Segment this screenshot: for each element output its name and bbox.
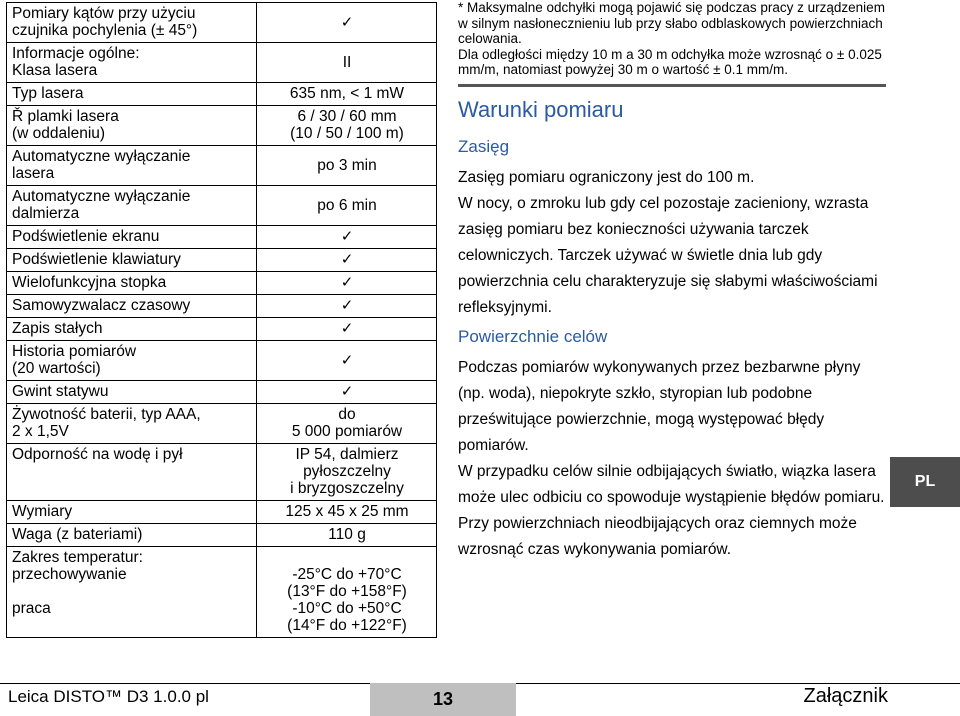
- spec-value: -25°C do +70°C (13°F do +158°F) -10°C do +50°C (14°F do +122°F): [257, 547, 437, 638]
- spec-label: Gwint statywu: [7, 381, 257, 404]
- checkmark-icon: ✓: [257, 318, 437, 341]
- spec-label: Zakres temperatur: przechowywanie praca: [7, 547, 257, 638]
- surfaces-paragraph-1: Podczas pomiarów wykonywanych przez bezbarwne płyny (np. woda), niepokryte szkło, styropian lub podobne prześwitujące powierzchnie, mogą występować błędy pomiarów.: [458, 358, 861, 454]
- spec-row: [7, 341, 437, 381]
- spec-label: Odporność na wodę i pył: [7, 444, 257, 501]
- spec-row: [7, 501, 437, 524]
- spec-value: do 5 000 pomiarów: [257, 404, 437, 444]
- spec-value: 125 x 45 x 25 mm: [257, 501, 437, 524]
- spec-row: [7, 524, 437, 547]
- spec-label: Ř plamki lasera (w oddaleniu): [7, 106, 257, 146]
- spec-label: Podświetlenie klawiatury: [7, 249, 257, 272]
- checkmark-icon: ✓: [257, 272, 437, 295]
- spec-label: Zapis stałych: [7, 318, 257, 341]
- range-paragraph-1: Zasięg pomiaru ograniczony jest do 100 m.: [458, 168, 755, 186]
- spec-row: [7, 249, 437, 272]
- checkmark-icon: ✓: [257, 226, 437, 249]
- specifications-body: [7, 3, 437, 638]
- surfaces-paragraph-3: Przy powierzchniach nieodbijających oraz ciemnych może wzrosnąć czas wykonywania pomiarów.: [458, 514, 857, 558]
- spec-row: [7, 106, 437, 146]
- spec-label: Historia pomiarów (20 wartości): [7, 341, 257, 381]
- footer-section-name: Załącznik: [803, 685, 888, 707]
- spec-label: Podświetlenie ekranu: [7, 226, 257, 249]
- spec-row: [7, 318, 437, 341]
- right-column: [458, 0, 888, 563]
- spec-label: Pomiary kątów przy użyciu czujnika pochylenia (± 45°): [7, 3, 257, 43]
- spec-row: [7, 381, 437, 404]
- language-tab: PL: [890, 457, 960, 507]
- spec-label: Automatyczne wyłączanie lasera: [7, 146, 257, 186]
- checkmark-icon: ✓: [257, 249, 437, 272]
- spec-row: [7, 43, 437, 83]
- spec-row: [7, 3, 437, 43]
- spec-row: [7, 547, 437, 638]
- checkmark-icon: ✓: [257, 3, 437, 43]
- spec-label: Automatyczne wyłączanie dalmierza: [7, 186, 257, 226]
- page-footer: [0, 676, 960, 716]
- range-paragraph-2: W nocy, o zmroku lub gdy cel pozostaje zacieniony, wzrasta zasięg pomiaru bez konieczności używania tarczek celowniczych. Tarczek używać w świetle dnia lub gdy powierzchnia celu charakteryzuje się słabymi właściwościami refleksyjnymi.: [458, 194, 878, 316]
- spec-row: [7, 444, 437, 501]
- spec-label: Żywotność baterii, typ AAA, 2 x 1,5V: [7, 404, 257, 444]
- spec-label: Samowyzwalacz czasowy: [7, 295, 257, 318]
- footer-product-version: Leica DISTO™ D3 1.0.0 pl: [8, 687, 209, 706]
- page-number: 13: [432, 689, 454, 709]
- spec-row: [7, 186, 437, 226]
- spec-value: IP 54, dalmierz pyłoszczelny i bryzgoszczelny: [257, 444, 437, 501]
- accuracy-footnote: * Maksymalne odchyłki mogą pojawić się podczas pracy z urządzeniem w silnym nasłonecznieniu lub przy słabo odblaskowych powierzchniach celowania. Dla odległości między 10 m a 30 m odchyłka może wzrosnąć o ± 0.025 mm/m, natomiast powyżej 30 m o wartość ± 0.1 mm/m.: [458, 0, 885, 77]
- spec-row: [7, 404, 437, 444]
- spec-label: Waga (z bateriami): [7, 524, 257, 547]
- spec-row: [7, 295, 437, 318]
- spec-value: 110 g: [257, 524, 437, 547]
- spec-row: [7, 226, 437, 249]
- specifications-table: [6, 2, 437, 638]
- spec-value: 6 / 30 / 60 mm (10 / 50 / 100 m): [257, 106, 437, 146]
- surfaces-paragraph-2: W przypadku celów silnie odbijających światło, wiązka lasera może ulec odbiciu co spowoduje wystąpienie błędów pomiaru.: [458, 462, 885, 506]
- checkmark-icon: ✓: [257, 381, 437, 404]
- section-divider: [458, 84, 886, 87]
- spec-row: [7, 83, 437, 106]
- page-number-box: [370, 683, 516, 716]
- section-title: Warunki pomiaru: [458, 96, 624, 122]
- spec-label: Typ lasera: [7, 83, 257, 106]
- spec-label: Wielofunkcyjna stopka: [7, 272, 257, 295]
- spec-row: [7, 146, 437, 186]
- spec-label: Informacje ogólne: Klasa lasera: [7, 43, 257, 83]
- spec-value: II: [257, 43, 437, 83]
- checkmark-icon: ✓: [257, 295, 437, 318]
- range-heading: Zasięg: [458, 136, 510, 156]
- spec-value: po 3 min: [257, 146, 437, 186]
- spec-label: Wymiary: [7, 501, 257, 524]
- checkmark-icon: ✓: [257, 341, 437, 381]
- surfaces-heading: Powierzchnie celów: [458, 326, 608, 346]
- spec-value: 635 nm, < 1 mW: [257, 83, 437, 106]
- spec-value: po 6 min: [257, 186, 437, 226]
- spec-row: [7, 272, 437, 295]
